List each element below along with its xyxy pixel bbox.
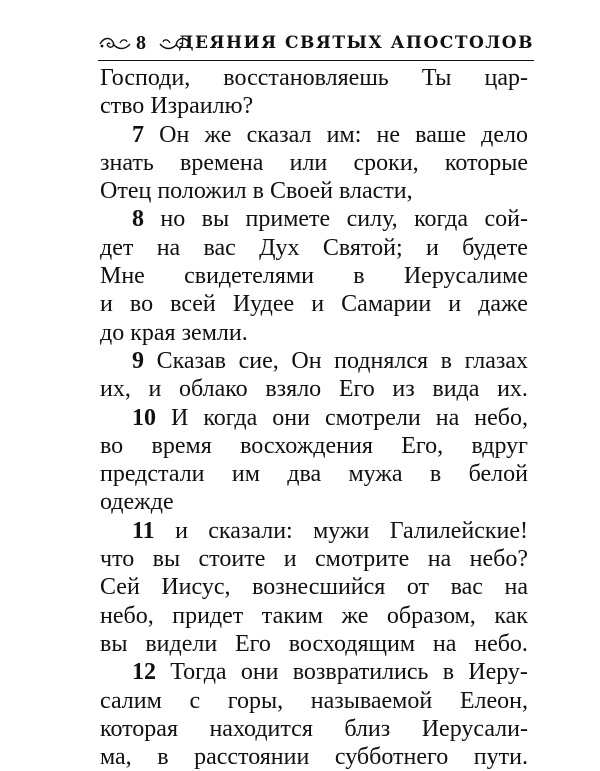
word: Дух: [259, 234, 300, 261]
text-line: [100, 517, 528, 545]
text-line: [100, 121, 528, 149]
word: придет: [172, 602, 244, 629]
word: Иисус,: [161, 574, 231, 601]
word: салим: [100, 687, 162, 714]
word: вас: [203, 234, 236, 261]
word: в: [353, 263, 365, 290]
verse-number: 12: [132, 659, 156, 686]
word: Ты: [421, 65, 452, 91]
word: когда: [414, 206, 469, 233]
word: восходящим: [288, 630, 416, 657]
word: облако: [179, 376, 248, 403]
word: вы: [201, 206, 230, 233]
word: расстоянии: [194, 744, 310, 771]
word: называемой: [310, 687, 433, 714]
word: в: [252, 178, 264, 205]
verse-number: 8: [132, 206, 144, 233]
word: ваше: [415, 121, 466, 148]
word: они: [272, 404, 310, 431]
word: сроки,: [353, 149, 419, 176]
word: примете: [245, 206, 331, 233]
word: положил: [157, 178, 247, 205]
scripture-text: [100, 64, 528, 771]
word: и: [283, 546, 297, 573]
word: даже: [478, 291, 528, 318]
text-line: [100, 262, 528, 290]
text-line: [100, 460, 528, 488]
word: находится: [209, 715, 313, 742]
word: Своей: [269, 178, 333, 205]
word: сие,: [238, 347, 279, 374]
text-line: [100, 177, 528, 205]
floral-ornament-icon: [98, 34, 132, 54]
word: как: [494, 602, 528, 629]
word: дело: [481, 121, 528, 148]
word: вы: [152, 546, 181, 573]
word: близ: [344, 715, 391, 742]
word: Иерусали-: [421, 715, 528, 742]
word: два: [287, 461, 322, 488]
word: с: [189, 687, 201, 714]
word: Святой;: [322, 234, 403, 261]
word: на: [504, 574, 528, 601]
text-line: [100, 432, 528, 460]
word: Израилю?: [150, 93, 254, 120]
page-number: 8: [136, 32, 146, 54]
word: будете: [462, 234, 528, 261]
word: взяло: [265, 376, 322, 403]
word: в: [157, 744, 169, 771]
word: пути.: [473, 744, 528, 771]
word: власти,: [338, 178, 413, 205]
word: ма,: [100, 744, 132, 771]
word: им:: [326, 121, 362, 148]
text-line: [100, 375, 528, 403]
word: вида: [432, 376, 480, 403]
word: Отец: [100, 178, 152, 205]
word: небо?: [469, 546, 528, 573]
text-line: [100, 205, 528, 233]
text-line: [100, 602, 528, 630]
word: же: [204, 121, 232, 148]
word: Сказав: [156, 347, 227, 374]
word: глазах: [464, 347, 528, 374]
word: Мне: [100, 263, 145, 290]
word: Иудее: [232, 291, 295, 318]
word: ство: [100, 93, 145, 120]
word: на: [435, 404, 460, 431]
text-line: [100, 149, 528, 177]
word: же: [341, 602, 369, 629]
word: небо,: [100, 602, 154, 629]
word: восстановляешь: [223, 65, 389, 91]
word: до: [100, 319, 125, 346]
word: из: [392, 376, 415, 403]
word: знать: [100, 149, 154, 176]
word: Тогда: [170, 659, 227, 686]
word: видели: [145, 630, 218, 657]
word: и: [311, 291, 325, 318]
word: они: [240, 659, 279, 686]
word: Его: [338, 376, 375, 403]
word: в: [429, 461, 442, 488]
text-line: [100, 404, 528, 432]
word: не: [376, 121, 401, 148]
text-line: [100, 630, 528, 658]
word: времена: [180, 149, 264, 176]
word: на: [427, 546, 452, 573]
word: Сей: [100, 574, 140, 601]
text-line: [100, 715, 528, 743]
word: Самарии: [341, 291, 432, 318]
word: и: [100, 291, 113, 318]
word: и: [148, 376, 162, 403]
text-line: [100, 92, 528, 120]
word: их,: [100, 376, 131, 403]
text-line: [100, 573, 528, 601]
text-line: [100, 658, 528, 686]
text-line: [100, 290, 528, 318]
word: цар-: [484, 65, 528, 91]
word: во: [100, 432, 124, 459]
word: земли.: [181, 319, 248, 346]
word: на: [432, 630, 457, 657]
word: или: [289, 149, 328, 176]
word: вдруг: [471, 432, 528, 459]
text-line: [100, 488, 528, 516]
word: возвратились: [292, 659, 429, 686]
word: восхождения: [240, 432, 373, 459]
word: смотрели: [324, 404, 421, 431]
word: Иеру-: [468, 659, 528, 686]
verse-number: 7: [132, 121, 144, 148]
word: края: [130, 319, 176, 346]
word: мужи: [313, 517, 370, 544]
word: вас: [450, 574, 483, 601]
word: дет: [100, 234, 134, 261]
word: что: [100, 546, 135, 573]
word: Его,: [401, 432, 444, 459]
word: вы: [100, 630, 128, 657]
word: мужа: [348, 461, 403, 488]
word: и: [448, 291, 462, 318]
word: Он: [291, 347, 322, 374]
text-line: [100, 687, 528, 715]
word: и: [425, 234, 439, 261]
text-line: [100, 347, 528, 375]
word: в: [442, 659, 455, 686]
text-line: [100, 234, 528, 262]
word: Он: [159, 121, 190, 148]
text-line: [100, 319, 528, 347]
word: от: [406, 574, 430, 601]
header-rule: [98, 60, 534, 61]
word: вознесшийся: [252, 574, 386, 601]
word: небо.: [474, 630, 528, 657]
word: всей: [170, 291, 216, 318]
word: белой: [468, 461, 528, 488]
word: небо,: [474, 404, 528, 431]
verse-number: 11: [132, 517, 155, 544]
word: им: [231, 461, 260, 488]
word: горы,: [227, 687, 284, 714]
word: которые: [444, 149, 528, 176]
word: во: [129, 291, 154, 318]
word: силу,: [346, 206, 398, 233]
word: стоите: [198, 546, 266, 573]
word: Елеон,: [459, 687, 528, 714]
word: Иерусалиме: [403, 263, 528, 290]
page-header: [98, 32, 534, 60]
word: в: [440, 347, 452, 374]
word: образом,: [386, 602, 476, 629]
verse-number: 10: [132, 404, 156, 431]
word: сказали:: [208, 517, 293, 544]
word: предстали: [100, 461, 205, 488]
word: их.: [497, 376, 528, 403]
word: одежде: [100, 489, 174, 516]
word: свидетелями: [184, 263, 314, 290]
running-title: ДЕЯНИЯ СВЯТЫХ АПОСТОЛОВ: [178, 33, 534, 53]
word: сой-: [484, 206, 528, 233]
word: когда: [203, 404, 258, 431]
text-line: [100, 64, 528, 92]
word: время: [151, 432, 212, 459]
text-line: [100, 743, 528, 771]
word: И: [171, 404, 189, 431]
word: Господи,: [100, 65, 191, 91]
text-line: [100, 545, 528, 573]
verse-number: 9: [132, 347, 144, 374]
word: Его: [235, 630, 271, 657]
word: которая: [100, 715, 178, 742]
word: таким: [261, 602, 323, 629]
word: поднялся: [334, 347, 429, 374]
word: и: [175, 517, 188, 544]
word: на: [156, 234, 181, 261]
word: но: [160, 206, 186, 233]
word: субботнего: [334, 744, 449, 771]
word: смотрите: [315, 546, 410, 573]
word: сказал: [246, 121, 312, 148]
word: Галилейские!: [389, 517, 528, 544]
